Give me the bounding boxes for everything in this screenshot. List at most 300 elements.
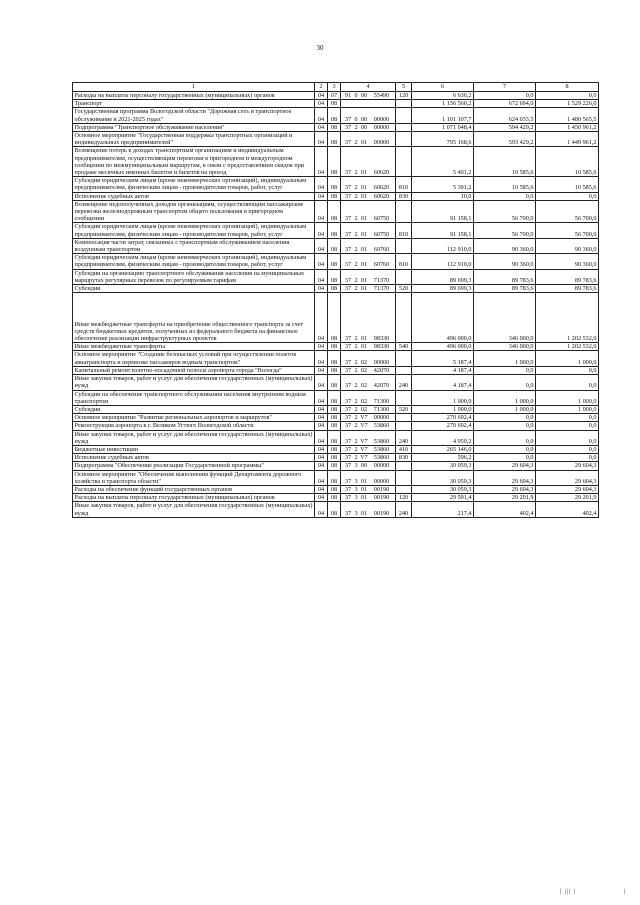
- row-name: Расходы на выплаты персоналу государственных (муниципальных) органов: [73, 92, 315, 100]
- table-row: [73, 132, 599, 147]
- amount-year-3: 29 201,9: [536, 494, 599, 502]
- amount-year-3: 1 000,0: [536, 405, 599, 413]
- code-part: 2: [354, 366, 358, 374]
- table-row: [73, 177, 599, 192]
- section-code: 04: [315, 238, 328, 253]
- expense-type-code: 520: [396, 285, 412, 293]
- target-article-code: [341, 123, 396, 131]
- amount-year-2: 0,0: [474, 422, 536, 430]
- code-part: 00000: [373, 139, 390, 147]
- table-row: [73, 254, 599, 269]
- expense-type-code: [396, 100, 412, 108]
- amount-year-1: 1 071 048,4: [412, 123, 474, 131]
- section-code: 04: [315, 366, 328, 374]
- row-name: Основное мероприятие "Обеспечение выполнения функций Департамента дорожного хозяйства и транспорта области": [73, 470, 315, 485]
- code-part: 60750: [373, 230, 390, 238]
- section-code: 04: [315, 405, 328, 413]
- header-cell: 5: [396, 83, 412, 92]
- code-part: 37: [344, 477, 352, 485]
- code-part: 42070: [373, 366, 390, 374]
- amount-year-1: 1 000,0: [412, 405, 474, 413]
- amount-year-2: 56 700,0: [474, 200, 536, 223]
- table-row: [73, 430, 599, 445]
- code-part: 98330: [373, 343, 390, 351]
- table-row: [73, 108, 599, 123]
- section-code: 04: [315, 108, 328, 123]
- target-article-code: [341, 494, 396, 502]
- target-article-code: [341, 100, 396, 108]
- code-part: 2: [354, 123, 358, 131]
- code-part: 0: [354, 92, 358, 99]
- table-row: [73, 343, 599, 351]
- code-part: 42070: [373, 382, 390, 390]
- code-part: 00190: [373, 485, 390, 493]
- expense-type-code: [396, 269, 412, 284]
- target-article-code: [341, 430, 396, 445]
- amount-year-1: 1 000,0: [412, 390, 474, 405]
- code-part: 71300: [373, 405, 390, 413]
- header-cell: 1: [73, 83, 315, 92]
- code-part: 00190: [373, 509, 390, 517]
- amount-year-2: 0,0: [474, 454, 536, 462]
- amount-year-1: 270 692,4: [412, 422, 474, 430]
- amount-year-2: 90 360,0: [474, 238, 536, 253]
- code-part: 2: [354, 405, 358, 413]
- section-code: 04: [315, 470, 328, 485]
- amount-year-1: 6 636,2: [412, 92, 474, 100]
- row-name: Расходы на обеспечение функций государственных органов: [73, 485, 315, 493]
- row-name: Субсидии: [73, 405, 315, 413]
- code-part: 37: [344, 445, 352, 453]
- code-part: 37: [344, 169, 352, 177]
- code-part: 37: [344, 509, 352, 517]
- code-part: 00: [360, 123, 368, 131]
- table-row: [73, 494, 599, 502]
- code-part: 01: [360, 276, 368, 284]
- row-name: Субсидии на организацию транспортного обслуживания населения на муниципальных маршрутах регулярных перевозок по регулируемым тарифам: [73, 269, 315, 284]
- subsection-code: 08: [328, 422, 341, 430]
- amount-year-1: 5 391,2: [412, 177, 474, 192]
- expense-type-code: 810: [396, 254, 412, 269]
- code-part: 98330: [373, 335, 390, 343]
- expense-type-code: 810: [396, 177, 412, 192]
- section-code: 04: [315, 502, 328, 517]
- section-code: 04: [315, 343, 328, 351]
- amount-year-2: 0,0: [474, 366, 536, 374]
- expense-type-code: 520: [396, 405, 412, 413]
- row-name: Основное мероприятие "Создание безопасных условий при осуществлении полетов авиатранспорта и перевозке пассажиров водным транспортом": [73, 351, 315, 366]
- amount-year-3: 29 604,3: [536, 470, 599, 485]
- code-part: 53860: [373, 437, 390, 445]
- amount-year-3: 1 449 961,2: [536, 132, 599, 147]
- subsection-code: 08: [328, 123, 341, 131]
- row-name: Транспорт: [73, 100, 315, 108]
- amount-year-2: 29 604,3: [474, 485, 536, 493]
- code-part: 60620: [373, 169, 390, 177]
- code-part: 01: [360, 509, 368, 517]
- expense-type-code: 240: [396, 430, 412, 445]
- expense-type-code: [396, 123, 412, 131]
- subsection-code: 08: [328, 100, 341, 108]
- code-part: 37: [344, 115, 352, 123]
- section-code: 04: [315, 445, 328, 453]
- code-part: 01: [360, 192, 368, 200]
- amount-year-1: 217,4: [412, 502, 474, 517]
- expense-type-code: [396, 470, 412, 485]
- subsection-code: 08: [328, 366, 341, 374]
- target-article-code: [341, 445, 396, 453]
- table-row: [73, 485, 599, 493]
- budget-table: [72, 82, 599, 518]
- expense-type-code: 240: [396, 375, 412, 390]
- code-part: 2: [354, 358, 358, 366]
- amount-year-1: 4 950,2: [412, 430, 474, 445]
- expense-type-code: 120: [396, 92, 412, 100]
- amount-year-1: 596,2: [412, 454, 474, 462]
- row-name: Иные закупки товаров, работ и услуг для обеспечения государственных (муниципальных) нужд: [74, 375, 313, 390]
- target-article-code: [341, 351, 396, 366]
- code-part: 2: [354, 414, 358, 422]
- amount-year-1: 5 401,2: [412, 147, 474, 177]
- expense-type-code: [396, 147, 412, 177]
- row-name: Государственная программа Вологодской области "Дорожная сеть и транспортное обслуживание в 2021-2025 годах": [73, 108, 315, 123]
- code-part: 3: [354, 509, 358, 517]
- section-code: 04: [315, 92, 328, 100]
- header-cell: 8: [536, 83, 599, 92]
- code-part: 37: [344, 405, 352, 413]
- amount-year-1: 4 187,4: [412, 375, 474, 390]
- row-name: Исполнение судебных актов: [73, 454, 315, 462]
- amount-year-2: 0,0: [474, 92, 536, 100]
- code-part: 37: [344, 414, 352, 422]
- subsection-code: 08: [328, 108, 341, 123]
- table-row: [73, 470, 599, 485]
- amount-year-2: 1 000,0: [474, 390, 536, 405]
- amount-year-2: 402,4: [474, 502, 536, 517]
- amount-year-3: 0,0: [536, 422, 599, 430]
- table-row: [73, 269, 599, 284]
- code-part: 37: [344, 285, 352, 293]
- code-part: 37: [344, 397, 352, 405]
- amount-year-3: 0,0: [536, 92, 599, 100]
- code-part: V7: [360, 422, 368, 430]
- code-part: 53860: [373, 454, 390, 462]
- section-code: 04: [315, 422, 328, 430]
- table-row: [73, 405, 599, 413]
- amount-year-1: 89 699,3: [412, 269, 474, 284]
- code-part: 37: [344, 422, 352, 430]
- table-header-row: [73, 83, 599, 92]
- table-row: [73, 147, 599, 177]
- amount-year-3: 0,0: [536, 375, 599, 390]
- code-part: 01: [360, 494, 368, 502]
- amount-year-3: 0,0: [536, 445, 599, 453]
- target-article-code: [341, 177, 396, 192]
- code-part: 02: [360, 397, 368, 405]
- table-row: [73, 100, 599, 108]
- target-article-code: [341, 238, 396, 253]
- target-article-code: [341, 108, 396, 123]
- header-cell: 2: [315, 83, 328, 92]
- code-part: 37: [344, 382, 352, 390]
- code-part: 60760: [373, 246, 390, 254]
- code-part: 02: [360, 366, 368, 374]
- amount-year-3: 1 529 226,0: [536, 100, 599, 108]
- section-code: 04: [315, 123, 328, 131]
- amount-year-3: 1 000,0: [536, 390, 599, 405]
- code-part: 02: [360, 382, 368, 390]
- row-name: Капитальный ремонт взлетно-посадочной полосы аэропорта города "Вологда": [73, 366, 315, 374]
- target-article-code: [341, 254, 396, 269]
- code-part: 01: [360, 139, 368, 147]
- amount-year-3: 0,0: [536, 414, 599, 422]
- subsection-code: 08: [328, 485, 341, 493]
- code-part: 02: [360, 405, 368, 413]
- section-code: 04: [315, 269, 328, 284]
- code-part: 55490: [373, 92, 390, 99]
- table-row: [73, 123, 599, 131]
- code-part: 71370: [373, 285, 390, 293]
- subsection-code: 08: [328, 177, 341, 192]
- code-part: 01: [360, 477, 368, 485]
- amount-year-2: 346 000,0: [474, 293, 536, 343]
- target-article-code: [341, 223, 396, 238]
- code-part: 37: [344, 335, 352, 343]
- expense-type-code: [396, 414, 412, 422]
- amount-year-2: 89 783,6: [474, 269, 536, 284]
- target-article-code: [341, 485, 396, 493]
- row-name: Иные закупки товаров, работ и услуг для обеспечения государственных (муниципальных) нужд: [74, 502, 313, 517]
- code-part: 37: [344, 215, 352, 223]
- code-part: 00000: [373, 123, 390, 131]
- subsection-code: 08: [328, 132, 341, 147]
- amount-year-3: 29 604,3: [536, 462, 599, 470]
- table-row: [73, 375, 599, 390]
- subsection-code: 08: [328, 269, 341, 284]
- code-part: 60760: [373, 261, 390, 269]
- amount-year-2: 594 429,2: [474, 123, 536, 131]
- target-article-code: [341, 390, 396, 405]
- expense-type-code: [396, 462, 412, 470]
- expense-type-code: 830: [396, 192, 412, 200]
- amount-year-3: 56 700,0: [536, 200, 599, 223]
- amount-year-3: 402,4: [536, 502, 599, 517]
- row-name: Возмещение недополученных доходов организациям, осуществляющим пассажирские перевозки железнодорожным транспортом общего пользования в пригородном сообщении: [73, 200, 315, 223]
- code-part: 37: [344, 123, 352, 131]
- expense-type-code: [396, 238, 412, 253]
- section-code: 04: [315, 430, 328, 445]
- amount-year-1: 4 187,4: [412, 366, 474, 374]
- amount-year-1: 30 059,3: [412, 470, 474, 485]
- row-name: Исполнение судебных актов: [73, 192, 315, 200]
- amount-year-3: 89 783,6: [536, 269, 599, 284]
- code-part: V7: [360, 445, 368, 453]
- code-part: 00000: [373, 477, 390, 485]
- code-part: 37: [344, 261, 352, 269]
- target-article-code: [341, 269, 396, 284]
- amount-year-2: 56 700,0: [474, 223, 536, 238]
- code-part: 53860: [373, 445, 390, 453]
- code-part: 3: [354, 462, 358, 470]
- subsection-code: 08: [328, 454, 341, 462]
- subsection-code: 08: [328, 462, 341, 470]
- code-part: 2: [354, 139, 358, 147]
- amount-year-3: 1 450 961,2: [536, 123, 599, 131]
- amount-year-1: 1 101 107,7: [412, 108, 474, 123]
- amount-year-2: 29 201,9: [474, 494, 536, 502]
- subsection-code: 08: [328, 238, 341, 253]
- amount-year-1: 112 910,0: [412, 238, 474, 253]
- section-code: 04: [315, 254, 328, 269]
- code-part: 01: [360, 215, 368, 223]
- expense-type-code: [396, 485, 412, 493]
- target-article-code: [341, 132, 396, 147]
- code-part: 01: [360, 184, 368, 192]
- section-code: 04: [315, 351, 328, 366]
- section-code: 04: [315, 192, 328, 200]
- expense-type-code: 540: [396, 343, 412, 351]
- code-part: 37: [344, 276, 352, 284]
- section-code: 04: [315, 100, 328, 108]
- section-code: 04: [315, 223, 328, 238]
- subsection-code: 08: [328, 147, 341, 177]
- target-article-code: [341, 502, 396, 517]
- header-cell: 7: [474, 83, 536, 92]
- amount-year-3: 1 202 532,0: [536, 343, 599, 351]
- target-article-code: [341, 293, 396, 343]
- row-name: Субсидии: [73, 285, 315, 293]
- subsection-code: 08: [328, 502, 341, 517]
- code-part: 2: [354, 230, 358, 238]
- table-row: [73, 445, 599, 453]
- amount-year-1: 30 059,3: [412, 485, 474, 493]
- subsection-code: 08: [328, 200, 341, 223]
- code-part: 2: [354, 261, 358, 269]
- table-row: [73, 414, 599, 422]
- table-row: [73, 223, 599, 238]
- code-part: 00: [360, 462, 368, 470]
- code-part: 60620: [373, 184, 390, 192]
- code-part: 00: [360, 92, 368, 99]
- amount-year-3: 0,0: [536, 192, 599, 200]
- amount-year-2: 0,0: [474, 430, 536, 445]
- code-part: 2: [354, 192, 358, 200]
- amount-year-2: 624 033,5: [474, 108, 536, 123]
- code-part: 53860: [373, 422, 390, 430]
- table-row: [73, 238, 599, 253]
- amount-year-2: 1 000,0: [474, 351, 536, 366]
- amount-year-3: 56 700,0: [536, 223, 599, 238]
- table-row: [73, 200, 599, 223]
- target-article-code: [341, 375, 396, 390]
- code-part: 37: [344, 437, 352, 445]
- code-part: 2: [354, 445, 358, 453]
- expense-type-code: [396, 108, 412, 123]
- expense-type-code: [396, 422, 412, 430]
- code-part: 71370: [373, 276, 390, 284]
- table-row: [73, 366, 599, 374]
- code-part: 37: [344, 343, 352, 351]
- expense-type-code: [396, 390, 412, 405]
- amount-year-3: 10 585,6: [536, 147, 599, 177]
- row-name: Субсидии юридическим лицам (кроме некоммерческих организаций), индивидуальным предпринимателям, физическим лицам - производителям товаров, работ, услуг: [73, 223, 315, 238]
- expense-type-code: [396, 293, 412, 343]
- amount-year-3: 1 480 565,5: [536, 108, 599, 123]
- subsection-code: 08: [328, 414, 341, 422]
- row-name: Подпрограмма "Обеспечение реализации Государственной программы": [73, 462, 315, 470]
- amount-year-1: 10,0: [412, 192, 474, 200]
- target-article-code: [341, 470, 396, 485]
- amount-year-1: 91 158,1: [412, 223, 474, 238]
- table-row: [73, 390, 599, 405]
- subsection-code: 08: [328, 223, 341, 238]
- code-part: 37: [344, 139, 352, 147]
- section-code: 04: [315, 375, 328, 390]
- target-article-code: [341, 285, 396, 293]
- subsection-code: 08: [328, 254, 341, 269]
- code-part: 2: [354, 454, 358, 462]
- section-code: 04: [315, 390, 328, 405]
- amount-year-1: 270 692,4: [412, 414, 474, 422]
- code-part: 60620: [373, 192, 390, 200]
- row-name: Реконструкция аэропорта в г. Великом Устюге Вологодской области: [73, 422, 315, 430]
- amount-year-2: 89 783,6: [474, 285, 536, 293]
- row-name: Основное мероприятие "Государственная поддержка транспортных организаций и индивидуальных предпринимателей": [73, 132, 315, 147]
- scan-mark: |: [624, 889, 626, 895]
- table-body: [73, 92, 599, 518]
- section-code: 04: [315, 200, 328, 223]
- amount-year-1: 112 910,0: [412, 254, 474, 269]
- subsection-code: 08: [328, 343, 341, 351]
- subsection-code: 08: [328, 293, 341, 343]
- amount-year-3: 10 585,6: [536, 177, 599, 192]
- table-row: [73, 502, 599, 517]
- code-part: 2: [354, 276, 358, 284]
- subsection-code: 08: [328, 494, 341, 502]
- table-row: [73, 192, 599, 200]
- code-part: 2: [354, 246, 358, 254]
- target-article-code: [341, 147, 396, 177]
- code-part: 37: [344, 192, 352, 200]
- section-code: 04: [315, 293, 328, 343]
- row-name: Иные межбюджетные трансферты на приобретение общественного транспорта за счет средств бюджетных кредитов, полученных из федерального бюджета на финансовое обеспечение реализации инфраструктурных проектов: [73, 293, 315, 343]
- code-part: 01: [360, 261, 368, 269]
- expense-type-code: [396, 200, 412, 223]
- amount-year-3: 90 360,0: [536, 254, 599, 269]
- code-part: 01: [360, 485, 368, 493]
- expense-type-code: 240: [396, 502, 412, 517]
- target-article-code: [341, 405, 396, 413]
- code-part: 00: [360, 115, 368, 123]
- header-cell: 6: [412, 83, 474, 92]
- code-part: V7: [360, 437, 368, 445]
- row-name: Субсидии юридическим лицам (кроме некоммерческих организаций), индивидуальным предпринимателям, физическим лицам - производителям товаров, работ, услуг: [73, 254, 315, 269]
- row-name: Иные межбюджетные трансферты: [73, 343, 315, 351]
- subsection-code: 08: [328, 445, 341, 453]
- target-article-code: [341, 192, 396, 200]
- table-row: [73, 92, 599, 100]
- header-cell: 3: [328, 83, 341, 92]
- code-part: 37: [344, 462, 352, 470]
- table-row: [73, 351, 599, 366]
- code-part: 3: [354, 477, 358, 485]
- amount-year-2: 1 000,0: [474, 405, 536, 413]
- code-part: 3: [354, 485, 358, 493]
- section-code: 04: [315, 454, 328, 462]
- table-row: [73, 454, 599, 462]
- amount-year-1: 30 059,3: [412, 462, 474, 470]
- subsection-code: 08: [328, 470, 341, 485]
